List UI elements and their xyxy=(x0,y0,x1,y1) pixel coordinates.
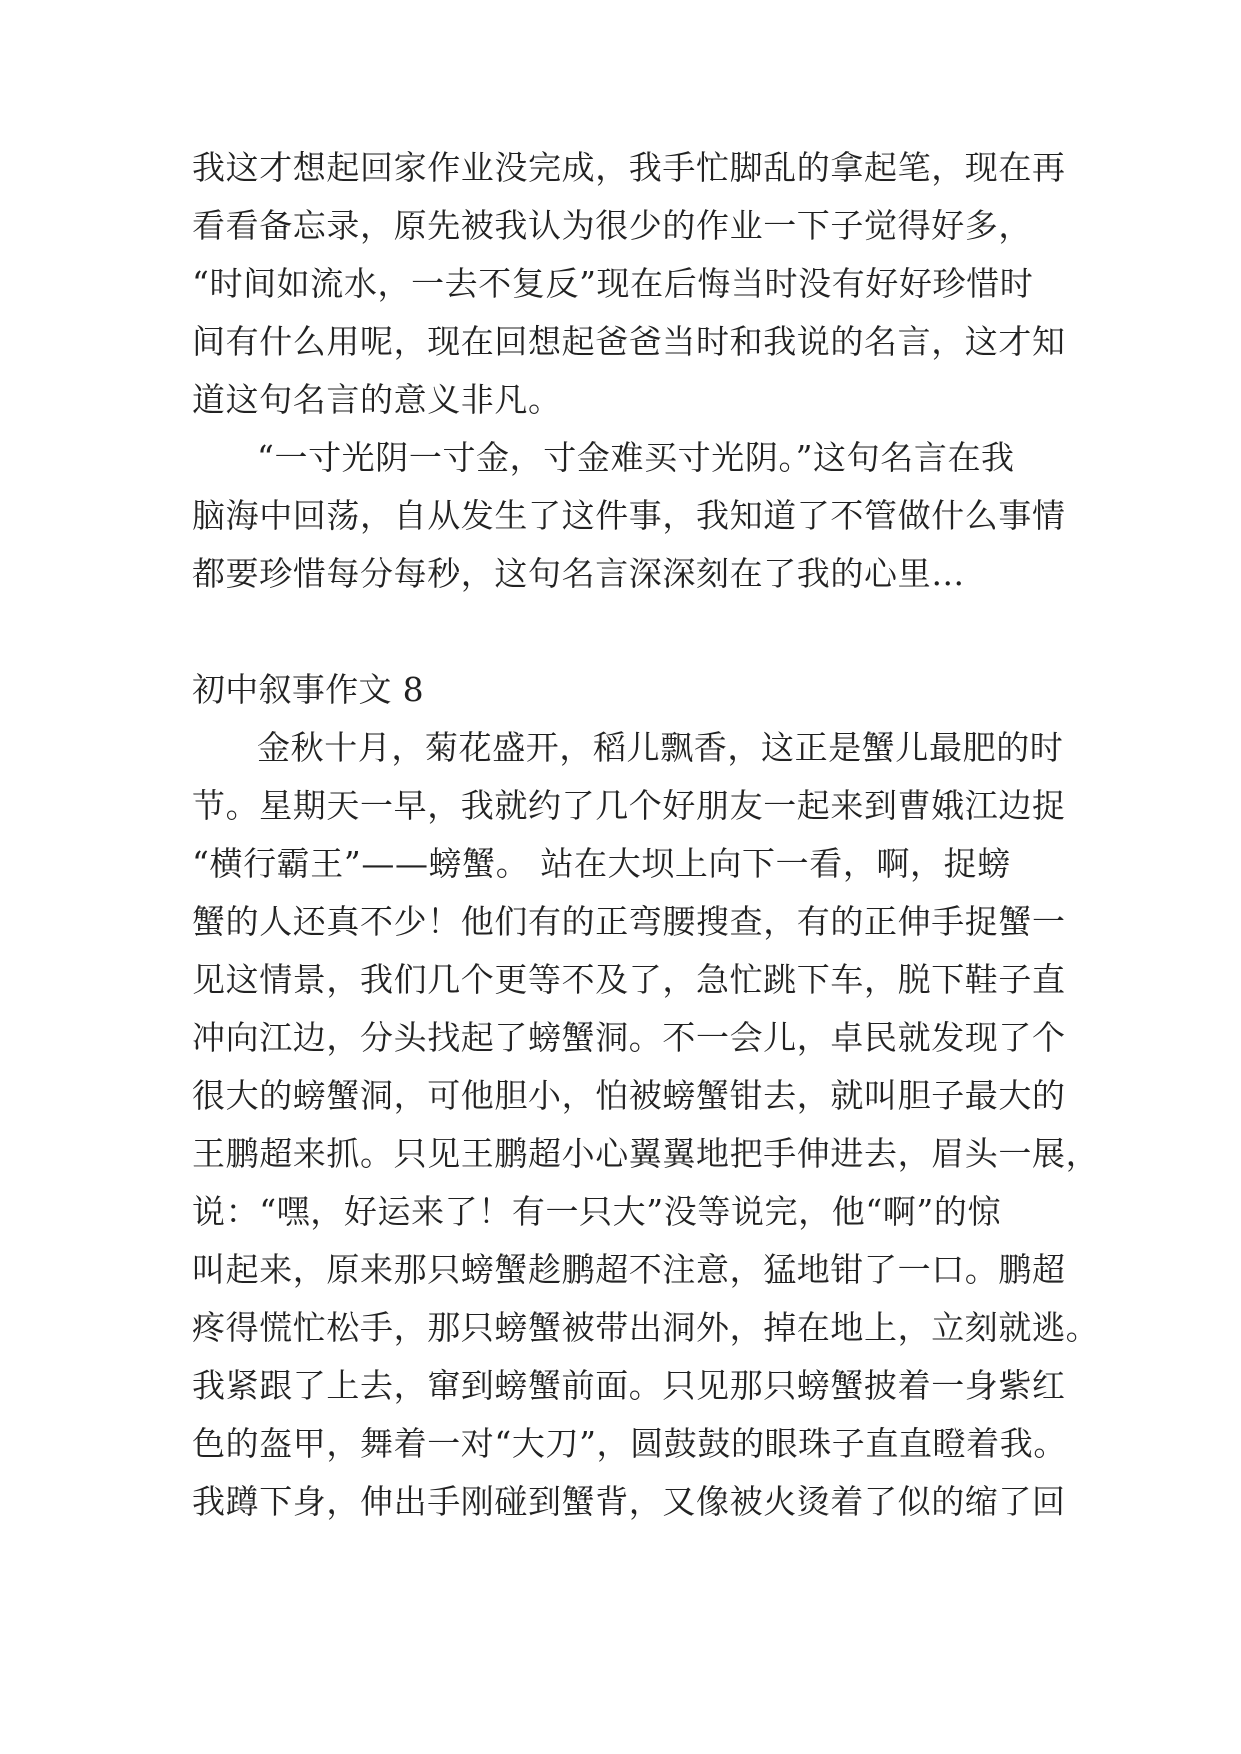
paragraph-line: “时间如流水，一去不复反”现在后悔当时没有好好珍惜时 xyxy=(192,264,1034,303)
paragraph-line: “一寸光阴一寸金，寸金难买寸光阴。”这句名言在我 xyxy=(257,438,1015,477)
paragraph-line: 叫起来，原来那只螃蟹趁鹏超不注意，猛地钳了一口。鹏超 xyxy=(192,1250,1066,1289)
paragraph-line: 都要珍惜每分每秒，这句名言深深刻在了我的心里… xyxy=(192,554,965,593)
paragraph-line: 王鹏超来抓。只见王鹏超小心翼翼地把手伸进去，眉头一展， xyxy=(192,1134,1100,1173)
paragraph-line: “横行霸王”——螃蟹。 站在大坝上向下一看，啊，捉螃 xyxy=(192,844,1011,883)
paragraph-line: 金秋十月，菊花盛开，稻儿飘香，这正是蟹儿最肥的时 xyxy=(257,728,1064,767)
paragraph-line: 见这情景，我们几个更等不及了，急忙跳下车，脱下鞋子直 xyxy=(192,960,1066,999)
paragraph-line: 道这句名言的意义非凡。 xyxy=(192,380,562,419)
paragraph-line: 蟹的人还真不少！他们有的正弯腰搜查，有的正伸手捉蟹一 xyxy=(192,902,1066,941)
paragraph-line: 节。星期天一早，我就约了几个好朋友一起来到曹娥江边捉 xyxy=(192,786,1066,825)
paragraph-line: 我蹲下身，伸出手刚碰到蟹背，又像被火烫着了似的缩了回 xyxy=(192,1482,1066,1521)
paragraph-line: 脑海中回荡，自从发生了这件事，我知道了不管做什么事情 xyxy=(192,496,1066,535)
paragraph-line: 色的盔甲，舞着一对“大刀”，圆鼓鼓的眼珠子直直瞪着我。 xyxy=(192,1424,1067,1463)
paragraph-line: 看看备忘录，原先被我认为很少的作业一下子觉得好多， xyxy=(192,206,1032,245)
essay-title: 初中叙事作文 8 xyxy=(192,670,424,709)
paragraph-line: 我紧跟了上去，窜到螃蟹前面。只见那只螃蟹披着一身紫红 xyxy=(192,1366,1066,1405)
paragraph-line: 说：“嘿，好运来了！有一只大”没等说完，他“啊”的惊 xyxy=(192,1192,1002,1231)
paragraph-line: 我这才想起回家作业没完成，我手忙脚乱的拿起笔，现在再 xyxy=(192,148,1066,187)
paragraph-line: 疼得慌忙松手，那只螃蟹被带出洞外，掉在地上，立刻就逃。 xyxy=(192,1308,1100,1347)
paragraph-line: 很大的螃蟹洞，可他胆小，怕被螃蟹钳去，就叫胆子最大的 xyxy=(192,1076,1066,1115)
paragraph-line: 冲向江边，分头找起了螃蟹洞。不一会儿，卓民就发现了个 xyxy=(192,1018,1066,1057)
paragraph-line: 间有什么用呢，现在回想起爸爸当时和我说的名言，这才知 xyxy=(192,322,1066,361)
